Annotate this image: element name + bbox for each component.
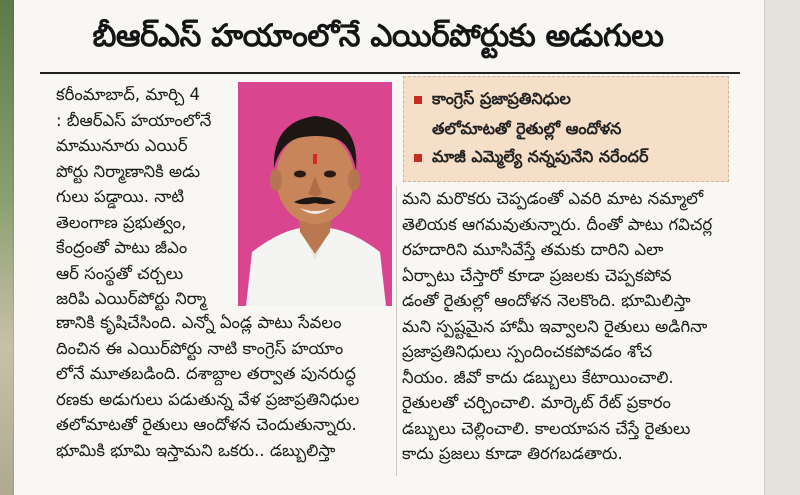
text-line: మామునూరు ఎయిర్ (56, 136, 188, 155)
text-line: కాదు ప్రజలు కూడా తిరగబడతారు. (402, 444, 623, 463)
text-line: ప్రజాప్రతినిధులు స్పందించకపోవడం శోచ (402, 342, 653, 361)
background-left-edge (0, 0, 14, 495)
left-column-text (56, 82, 234, 312)
text-line: ఆర్ సంస్థతో చర్చలు (56, 263, 184, 283)
text-line: తెలంగాణ ప్రభుత్వం, (56, 212, 187, 232)
text-line: జరిపి ఎయిర్‌పోర్టు నిర్మా (56, 289, 207, 308)
text-line: మని మరొకరు చెప్పడంతో ఎవరి మాట నమ్మాలో (402, 189, 704, 208)
text-line: ఏర్పాటు చేస్తారో కూడా ప్రజలకు చెప్పకపోవ (402, 265, 672, 285)
highlight-text: కాంగ్రెస్ ప్రజాప్రతినిధుల (432, 89, 571, 108)
text-line: మని స్పష్టమైన హామీ ఇవ్వాలని రైతులు అడిగినా (402, 316, 708, 336)
highlight-text: మాజీ ఎమ్మెల్యే నన్నపునేని నరేందర్ (432, 147, 649, 166)
article-headline: బీఆర్ఎస్ హయాంలోనే ఎయిర్‌పోర్టుకు అడుగులు (92, 17, 664, 54)
text-line: తెలియక ఆగమవుతున్నారు. దీంతో పాటు గవిచర్ల (402, 214, 713, 234)
text-line: పోర్టు నిర్మాణానికి అడు (56, 161, 201, 181)
column-divider (396, 186, 397, 476)
square-bullet-icon (414, 96, 422, 104)
text-line: నీయం. జీవో కాదు డబ్బులు కేటాయించాలి. (402, 367, 674, 387)
headline-rule (40, 72, 740, 74)
text-line: భూమికి భూమి ఇస్తామని ఒకరు.. డబ్బులిస్తా (56, 440, 336, 460)
highlight-box (403, 76, 729, 182)
text-line: కేంద్రంతో పాటు జీఎం (56, 238, 188, 257)
highlight-item (414, 145, 648, 169)
text-line: డబ్బులు చెల్లించాలి. కాలయాపన చేస్తే రైతులు (402, 418, 691, 438)
text-line: రణకు అడుగులు పడుతున్న వేళ ప్రజాప్రతినిధుల (56, 389, 360, 409)
text-line: డంతో రైతుల్లో ఆందోళన నెలకొంది. భూమిలిస్తా (402, 291, 691, 310)
text-line: కరీంమాబాద్, మార్చి 4 (56, 85, 200, 104)
background-right-edge (764, 0, 800, 495)
text-line: తలోమాటతో రైతులు ఆందోళన చెందుతున్నారు. (56, 415, 357, 434)
right-column-text (402, 186, 732, 467)
full-width-text (56, 310, 392, 463)
text-line: ణానికి కృషిచేసింది. ఎన్నో ఏండ్ల పాటు సేవలం (56, 313, 342, 332)
text-line: లోనే మూతబడింది. దశాబ్దాల తర్వాత పునరుద్ధ (56, 364, 356, 383)
highlight-item (414, 87, 621, 141)
text-line: దించిన ఈ ఎయిర్‌పోర్టు నాటి కాంగ్రెస్ హయాం (56, 338, 344, 358)
square-bullet-icon (414, 154, 422, 162)
text-line: రైతులతో చర్చించాలి. మార్కెట్ రేట్ ప్రకారం (402, 393, 671, 412)
portrait-photo (238, 82, 392, 306)
text-line: గులు పడ్డాయి. నాటి (56, 187, 185, 206)
text-line: రహదారిని మూసివేస్తే తమకు దారిని ఎలా (402, 240, 664, 259)
text-line: : బీఆర్ఎస్ హయాంలోనే (56, 110, 212, 130)
highlight-text: తలోమాటతో రైతుల్లో ఆందోళన (432, 119, 622, 138)
